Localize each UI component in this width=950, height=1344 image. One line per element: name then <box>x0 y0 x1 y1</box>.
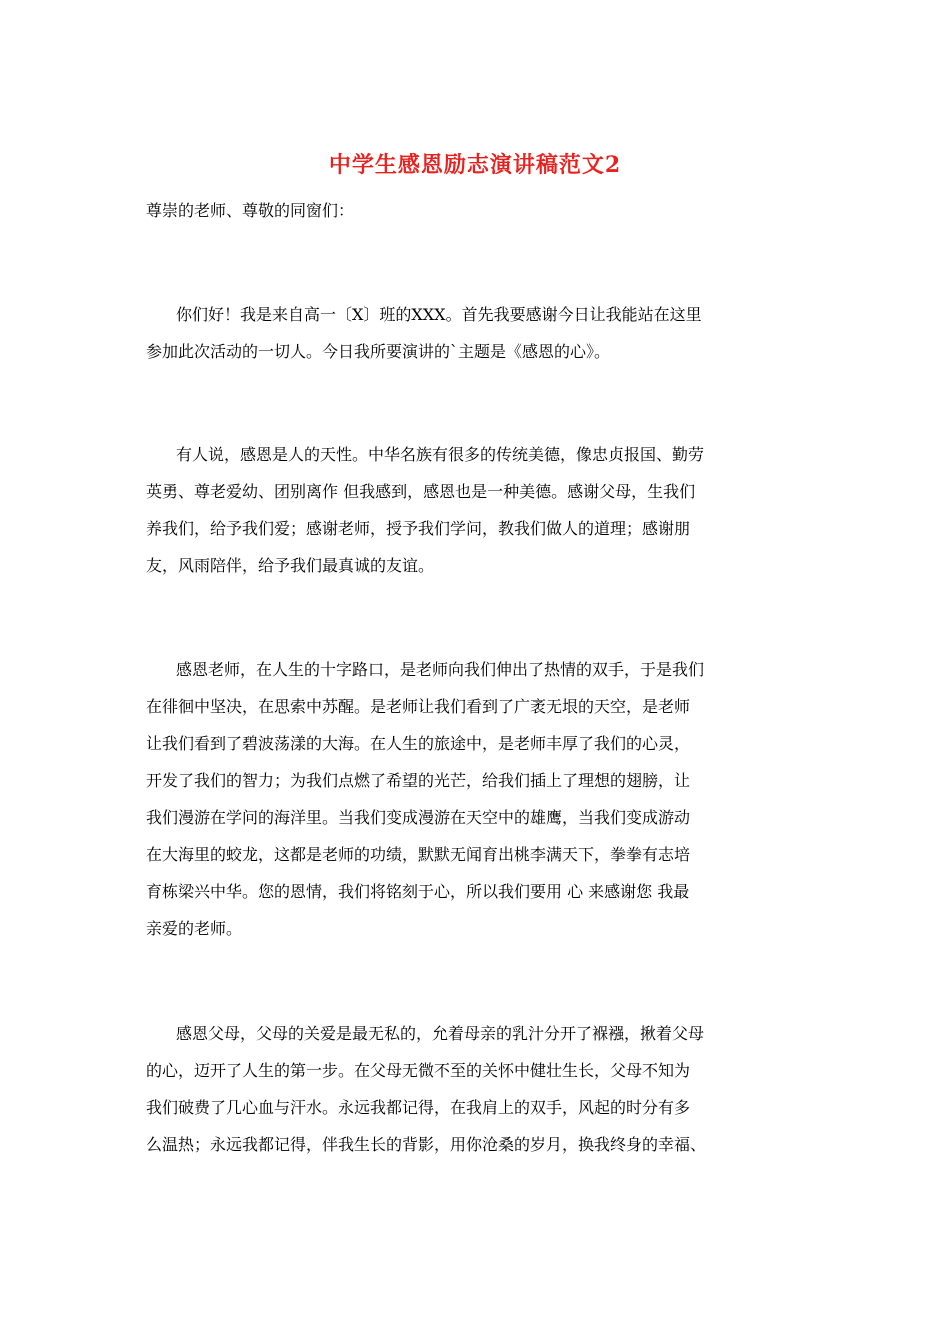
paragraph-line: 育栋梁兴中华。您的恩情，我们将铭刻于心，所以我们要用 心 来感谢您 我最 <box>146 882 690 901</box>
paragraph-greeting <box>146 296 810 370</box>
paragraph-thank-parents <box>146 1015 810 1163</box>
paragraph-line: 在大海里的蛟龙，这都是老师的功绩，默默无闻育出桃李满天下，拳拳有志培 <box>146 845 691 864</box>
paragraph-line: 参加此次活动的一切人。今日我所要演讲的`主题是《感恩的心》。 <box>146 342 611 361</box>
paragraph-line: 友，风雨陪伴，给予我们最真诚的友谊。 <box>146 556 435 575</box>
paragraph-line: 开发了我们的智力；为我们点燃了希望的光芒，给我们插上了理想的翅膀，让 <box>146 771 691 790</box>
paragraph-line: 我们破费了几心血与汗水。永远我都记得，在我肩上的双手，风起的时分有多 <box>146 1098 691 1117</box>
paragraph-line: 感恩父母，父母的关爱是最无私的，允着母亲的乳汁分开了褓襁，揪着父母 <box>176 1024 705 1043</box>
paragraph-line: 你们好！我是来自高一〔X〕班的XXX。首先我要感谢今日让我能站在这里 <box>176 305 702 324</box>
paragraph-line: 养我们，给予我们爱；感谢老师，授予我们学问，教我们做人的道理；感谢朋 <box>146 519 691 538</box>
paragraph-line: 有人说，感恩是人的天性。中华名族有很多的传统美德，像忠贞报国、勤劳 <box>176 445 705 464</box>
paragraph-line: 我们漫游在学问的海洋里。当我们变成漫游在天空中的雄鹰，当我们变成游动 <box>146 808 691 827</box>
paragraph-gratitude-virtue <box>146 436 810 584</box>
salutation: 尊崇的老师、尊敬的同窗们： <box>146 201 355 220</box>
paragraph-line: 亲爱的老师。 <box>146 919 243 938</box>
paragraph-line: 让我们看到了碧波荡漾的大海。在人生的旅途中，是老师丰厚了我们的心灵， <box>146 734 691 753</box>
document-title: 中学生感恩励志演讲稿范文2 <box>328 152 622 178</box>
paragraph-line: 么温热；永远我都记得，伴我生长的背影，用你沧桑的岁月，换我终身的幸福、 <box>146 1135 707 1154</box>
paragraph-line: 在徘徊中坚决，在思索中苏醒。是老师让我们看到了广袤无垠的天空，是老师 <box>146 697 691 716</box>
paragraph-line: 感恩老师，在人生的十字路口，是老师向我们伸出了热情的双手，于是我们 <box>176 660 705 679</box>
paragraph-line: 英勇、尊老爱幼、团别离作 但我感到，感恩也是一种美德。感谢父母，生我们 <box>146 482 696 501</box>
paragraph-thank-teachers <box>146 651 810 947</box>
paragraph-line: 的心，迈开了人生的第一步。在父母无微不至的关怀中健壮生长，父母不知为 <box>146 1061 691 1080</box>
